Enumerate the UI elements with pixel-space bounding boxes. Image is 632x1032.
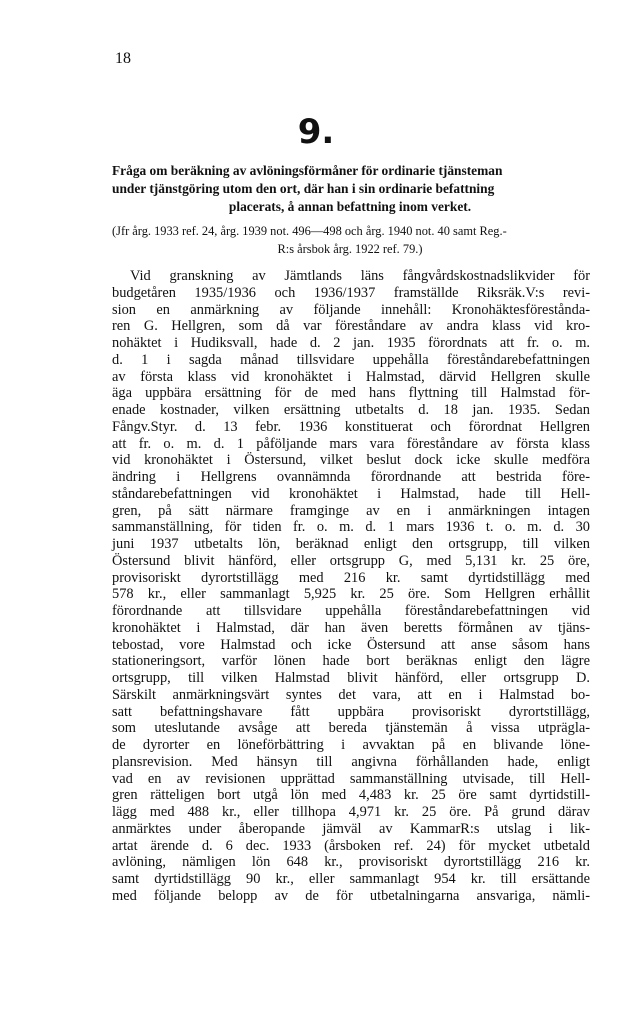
body-line: de dyrorter en löneförbättring i avvaktan på en blivande löne- (112, 737, 590, 753)
section-heading (112, 162, 588, 216)
body-line: äga uppbära ersättning för de med hans flyttning till Halmstad för- (112, 385, 590, 402)
body-line: avlöning, nämligen lön 648 kr., provisoriskt dyrortstillägg 216 kr. (112, 854, 590, 871)
body-line: gren, på sätt närmare framginge av en i anmärkningen intagen (112, 502, 590, 519)
body-line: förordnande att tillsvidare uppehålla föreståndarebefattningen vid (112, 603, 590, 619)
body-line: Östersund blivit hänförd, eller ortsgrupp G, med 5,131 kr. 25 öre, (112, 552, 590, 569)
references (112, 222, 588, 258)
body-line: ståndarebefattningen vid kronohäktet i Halmstad, hade till Hell- (112, 485, 590, 502)
body-line: enade kostnader, vilken ersättning utbetalts d. 18 jan. 1935. Sedan (112, 402, 590, 418)
body-line: Fångv.Styr. d. 13 febr. 1936 konstituerat och förordnat Hellgren (112, 418, 590, 435)
heading-line: placerats, å annan befattning inom verket. (228, 199, 472, 214)
reference-line: (Jfr årg. 1933 ref. 24, årg. 1939 not. 496—498 och årg. 1940 not. 40 samt Reg.- (112, 224, 507, 238)
body-line: artat ärende d. 6 dec. 1933 (årsboken ref. 24) för mycket utbetald (112, 837, 590, 854)
body-line: juni 1937 utbetalts lön, beräknad enligt den ortsgrupp, till vilken (112, 536, 590, 552)
body-line: Vid granskning av Jämtlands läns fångvårdskostnadslikvider för (130, 268, 590, 284)
body-line: samt dyrtidstillägg 90 kr., eller sammanlagt 954 kr. till ersättande (112, 871, 590, 887)
body-line: ortsgrupp, till vilken Halmstad blivit hänförd, eller ortsgrupp D. (112, 670, 590, 686)
body-line: budgetåren 1935/1936 och 1936/1937 framställde Riksräk.V:s revi- (112, 284, 590, 301)
body-line: av första klass vid kronohäktet i Halmstad, därvid Hellgren skulle (112, 368, 590, 385)
body-line: tebostad, vore Halmstad och icke Östersund att anse såsom hans (112, 636, 590, 653)
body-line: att fr. o. m. d. 1 påföljande mars vara föreståndare av första klass (112, 435, 590, 452)
body-line: ren G. Hellgren, som då var föreståndare av andra klass vid kro- (112, 318, 590, 335)
body-text (112, 268, 590, 905)
body-line: vad en av revisionen upprättad sammanställning utvisade, till Hell- (112, 770, 590, 787)
body-line: med följande belopp av de för utbetalningarna ansvariga, nämli- (112, 887, 590, 904)
body-line: satt befattningshavare fått uppbära provisoriskt dyrortstillägg, (112, 703, 590, 720)
reference-line: R:s årsbok årg. 1922 ref. 79.) (277, 242, 423, 256)
body-line: lägg med 488 kr., eller tillhopa 4,971 kr. 25 öre. På grund därav (112, 804, 590, 820)
body-line: 578 kr., eller sammanlagt 5,925 kr. 25 öre. Som Hellgren erhållit (112, 586, 590, 603)
body-line: stationeringsort, varför lönen hade bort beräknas enligt den lägre (112, 653, 590, 670)
body-line: nohäktet i Hudiksvall, hade d. 2 jan. 1935 förordnats att fr. o. m. (112, 335, 590, 351)
body-line: som uteslutande avsåge att bereda tjänstemän å vissa utpräglа- (112, 720, 590, 737)
body-line: gren rätteligen bort utgå lön med 4,483 kr. 25 öre samt dyrtidstill- (112, 787, 590, 804)
body-line: anmärktes under åberopande jämväl av KammarR:s utslag i lik- (112, 820, 590, 837)
heading-line: under tjänstgöring utom den ort, där han i sin ordinarie befattning (112, 181, 495, 196)
body-line: plansrevision. Med hänsyn till angivna förhållanden hade, enligt (112, 753, 590, 770)
body-line: provisoriskt dyrortstillägg med 216 kr. samt dyrtidstillägg med (112, 569, 590, 586)
body-line: kronohäktet i Halmstad, där han även beretts förmånen av tjäns- (112, 619, 590, 636)
section-number: 9. (297, 112, 335, 152)
body-line: ändring i Hellgrens ovannämnda förordnande att bestrida före- (112, 469, 590, 485)
heading-line: Fråga om beräkning av avlöningsförmåner för ordinarie tjänsteman (112, 163, 503, 178)
page-number: 18 (115, 50, 131, 67)
body-line: sammanställning, för tiden fr. o. m. d. 1 mars 1936 t. o. m. d. 30 (112, 519, 590, 536)
body-line: vid kronohäktet i Östersund, vilket beslut dock icke skulle medföra (112, 452, 590, 469)
body-line: Särskilt anmärkningsvärt syntes det vara, att en i Halmstad bo- (112, 686, 590, 703)
body-line: d. 1 i sagda månad tillsvidare uppehålla föreståndarebefattningen (112, 351, 590, 368)
body-line: sion en anmärkning av följande innehåll: Kronohäktesförestånda- (112, 301, 590, 318)
